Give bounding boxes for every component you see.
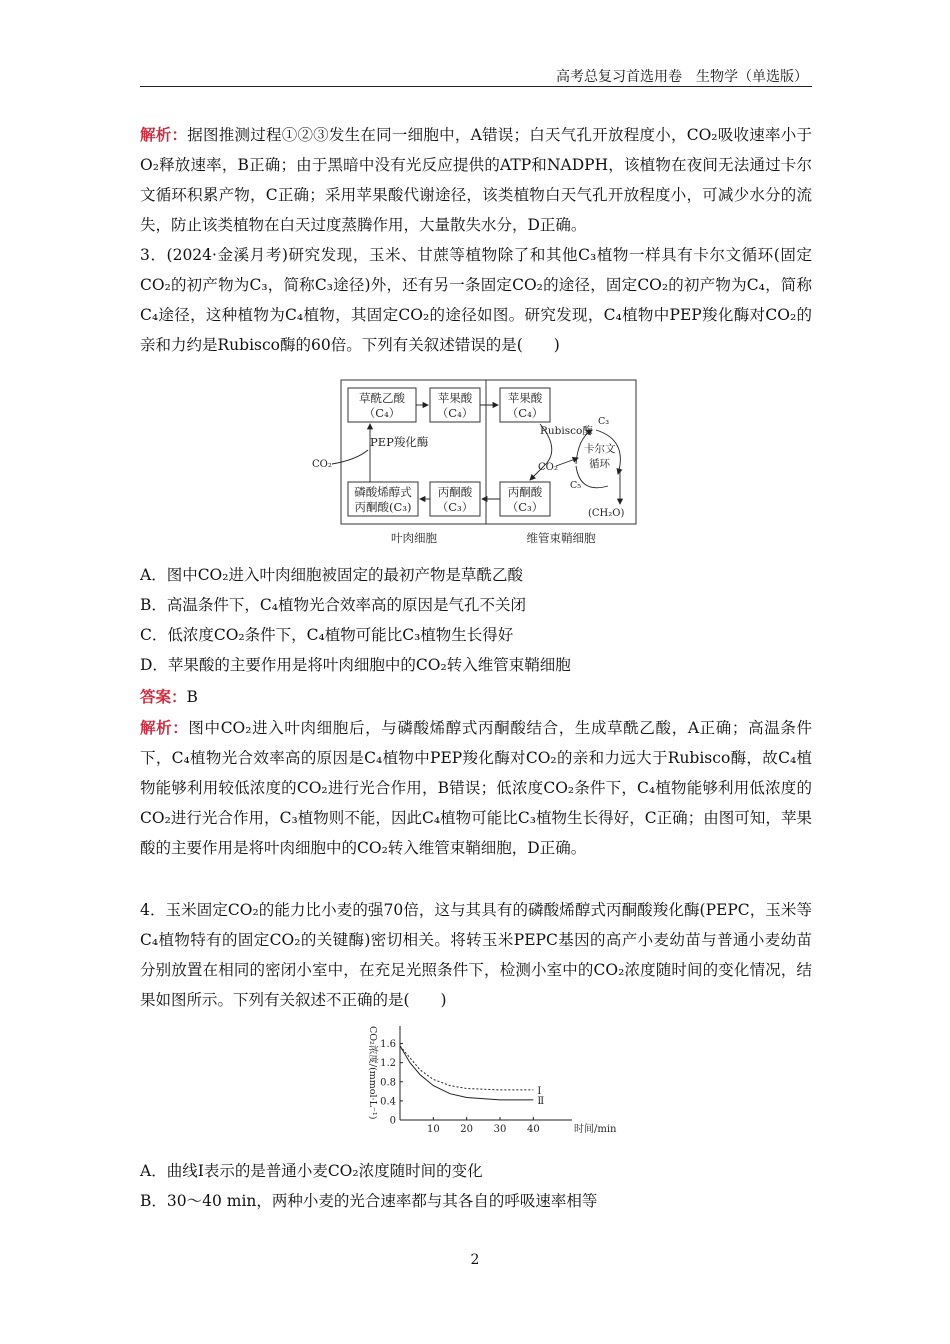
page-header [140,64,812,87]
box-malate-right-sub: （C₄） [506,406,544,420]
rubisco-label: Rubisco酶 [540,425,593,437]
prev-analysis [140,120,812,240]
product-label: (CH₂O) [588,508,625,519]
x-tick-label: 10 [426,1124,440,1135]
pep-enzyme-label: PEP羧化酶 [370,435,429,449]
c5-label: C₅ [570,480,582,491]
series-label-2: Ⅱ [537,1095,545,1107]
box-malate-left-sub: （C₄） [436,406,474,420]
q3-analysis-text: 图中CO₂进入叶肉细胞后，与磷酸烯醇式丙酮酸结合，生成草酰乙酸，A正确；高温条件下，C₄植物光合效率高的原因是C₄植物中PEP羧化酶对CO₂的亲和力远大于Rubisco酶，故C₄植物能够利用较低浓度的CO₂进行光合作用，B错误；低浓度CO₂条件下，C₄植物能够利用低浓度的CO₂进行光合作用，C₃植物则不能，因此C₄植物可能比C₃植物生长得好，C正确；由图可知，苹果酸的主要作用是将叶肉细胞中的CO₂转入维管束鞘细胞，D正确。 [140,719,812,857]
co2-in-label: CO₂ [312,459,332,470]
q4-stem: 4．玉米固定CO₂的能力比小麦的强70倍，这与其具有的磷酸烯醇式丙酮酸羧化酶(PEPC，玉米等C₄植物特有的固定CO₂的关键酶)密切相关。将转玉米PEPC基因的高产小麦幼苗与普通小麦幼苗分别放置在相同的密闭小室中，在充足光照条件下，检测小室中的CO₂浓度随时间的变化情况，结果如图所示。下列有关叙述不正确的是( ) [140,901,812,1009]
x-tick-label: 30 [493,1124,507,1135]
q3-option-d: D．苹果酸的主要作用是将叶肉细胞中的CO₂转入维管束鞘细胞 [140,656,571,674]
series-label-1: Ⅰ [537,1085,542,1097]
x-tick-label: 20 [460,1124,474,1135]
y-tick-label: 0.4 [380,1096,396,1108]
q3-answer [140,682,198,712]
y-axis-title: CO₂浓度/(mmol·L⁻¹) [367,1026,378,1120]
q3-option-b: B．高温条件下，C₄植物光合效率高的原因是气孔不关闭 [140,596,526,614]
q3-option-c: C．低浓度CO₂条件下，C₄植物可能比C₃植物生长得好 [140,626,514,644]
box-oaa-sub: （C₄） [363,406,401,420]
y-tick-label: 1.2 [380,1058,396,1070]
box-pyruvate-right-sub: （C₃） [506,500,544,514]
cell-label-left: 叶肉细胞 [391,531,437,545]
c4-pathway-diagram [308,376,648,548]
c3-label: C₃ [598,416,610,427]
calvin-line1: 卡尔文 [584,443,616,455]
y-tick-label: 0 [389,1115,396,1127]
cell-label-right: 维管束鞘细胞 [526,531,596,545]
series-line-2 [400,1046,533,1100]
q3-analysis [140,713,812,863]
box-pyruvate-left-name: 丙酮酸 [437,485,473,499]
q3-analysis-label: 解析： [140,718,189,737]
q4-option-a: A．曲线Ⅰ表示的是普通小麦CO₂浓度随时间的变化 [140,1162,483,1180]
box-oaa-name: 草酰乙酸 [359,391,405,405]
calvin-line2: 循环 [589,458,610,470]
box-pyruvate-left-sub: （C₃） [436,500,474,514]
answer-label: 答案： [140,687,187,706]
y-tick-label: 0.8 [380,1077,396,1089]
q3-stem: 3．(2024·金溪月考)研究发现，玉米、甘蔗等植物除了和其他C₃植物一样具有卡尔文循环(固定CO₂的初产物为C₃，简称C₃途径)外，还有另一条固定CO₂的途径，固定CO₂的初产物为C₄，简称C₄途径，这种植物为C₄植物，其固定CO₂的途径如图。研究发现，C₄植物中PEP羧化酶对CO₂的亲和力约是Rubisco酶的60倍。下列有关叙述错误的是( ) [140,246,812,354]
q4-option-b: B．30～40 min，两种小麦的光合速率都与其各自的呼吸速率相等 [140,1192,598,1210]
series-line-1 [400,1046,533,1090]
box-malate-left-name: 苹果酸 [437,391,473,405]
box-pyruvate-right-name: 丙酮酸 [507,485,543,499]
box-malate-right-name: 苹果酸 [507,391,543,405]
co2-inner-label: CO₂ [538,462,558,473]
q3-option-a: A．图中CO₂进入叶肉细胞被固定的最初产物是草酰乙酸 [140,566,523,584]
co2-concentration-chart [360,1024,617,1144]
box-pep-name: 磷酸烯醇式 [354,485,412,499]
analysis-label: 解析： [140,125,188,144]
header-title: 高考总复习首选用卷 生物学（单选版） [556,69,808,85]
page-number: 2 [470,1252,480,1268]
answer-value: B [186,688,198,706]
analysis-text: 据图推测过程①②③发生在同一细胞中，A错误；白天气孔开放程度小，CO₂吸收速率小于O₂释放速率，B正确；由于黑暗中没有光反应提供的ATP和NADPH，该植物在夜间无法通过卡尔文循环积累产物，C正确；采用苹果酸代谢途径，该类植物白天气孔开放程度小，可减少水分的流失，防止该类植物在白天过度蒸腾作用，大量散失水分，D正确。 [140,126,812,234]
x-tick-label: 40 [526,1124,540,1135]
x-axis-title: 时间/min [574,1124,617,1135]
box-pep-sub: 丙酮酸(C₃) [354,500,412,514]
y-tick-label: 1.6 [380,1039,396,1051]
